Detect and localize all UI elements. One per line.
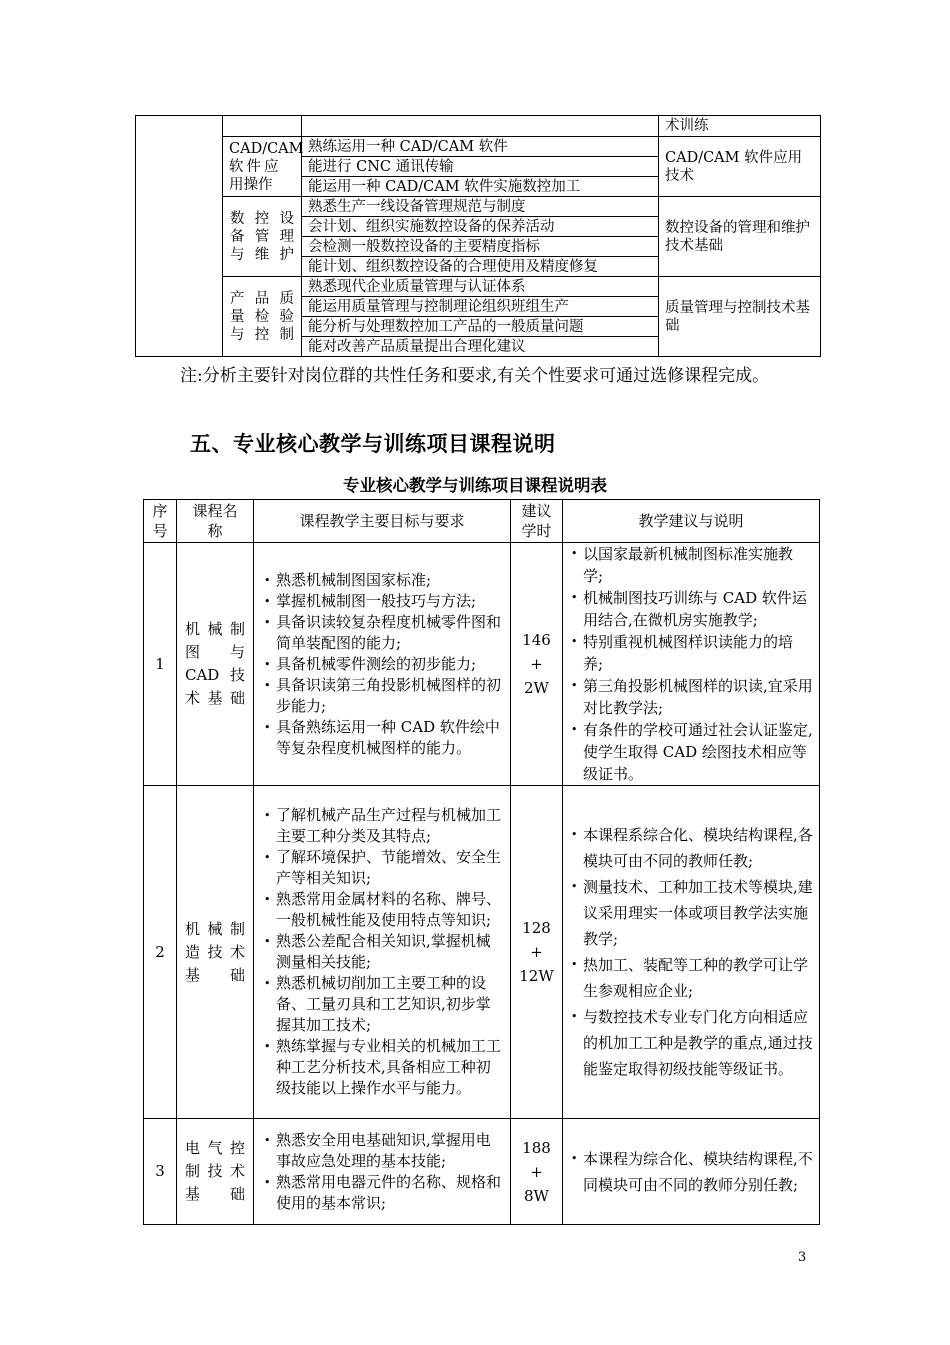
requirement-cell: 能进行 CNC 通讯传输 [302,157,659,177]
course-name-line: 造技术 [185,942,245,961]
header-seq: 序号 [144,500,177,543]
course-cell: 术训练 [659,116,821,137]
goal-item: • 熟悉机械切削加工主要工种的设备、工量刃具和工艺知识,初步掌握其加工技术; [262,973,504,1036]
table-cell-empty [223,116,302,137]
table-row [144,786,820,1119]
hours-line: 188 [522,1138,551,1157]
course-seq: 1 [144,543,177,786]
goal-item: • 熟悉机械制图国家标准; [262,570,504,591]
table-note: 注:分析主要针对岗位群的共性任务和要求,有关个性要求可通过选修课程完成。 [180,366,770,386]
course-name [177,1119,254,1225]
course-name [177,786,254,1119]
category-cell [223,277,302,357]
course-name-line: 机械制 [185,919,245,938]
advice-item: • 机械制图技巧训练与 CAD 软件运用结合,在微机房实施教学; [569,587,813,631]
table-cell-empty [136,116,223,357]
hours-line: 8W [524,1186,549,1205]
course-advice [563,543,820,786]
category-line: 产品质 [230,290,294,307]
advice-item: • 本课程为综合化、模块结构课程,不同模块可由不同的教师分别任教; [569,1146,813,1198]
hours-line: 12W [519,967,554,985]
table-row [144,543,820,786]
course-name-line: 图 与 [185,643,245,661]
course-name-line: 基 础 [185,965,245,984]
advice-item: • 以国家最新机械制图标准实施教学; [569,543,813,587]
requirement-cell: 能计划、组织数控设备的合理使用及精度修复 [302,257,659,277]
page-number: 3 [798,1250,807,1265]
category-line: 数控设 [230,210,294,227]
advice-item: • 与数控技术专业专门化方向相适应的机加工工种是教学的重点,通过技能鉴定取得初级技能等级证书。 [569,1004,813,1082]
course-seq: 2 [144,786,177,1119]
goal-item: • 熟悉安全用电基础知识,掌握用电事故应急处理的基本技能; [262,1130,504,1172]
requirement-cell: 熟悉生产一线设备管理规范与制度 [302,197,659,217]
course-advice [563,786,820,1119]
hours-line: 146 [522,631,551,649]
course-seq: 3 [144,1119,177,1225]
goal-item: • 了解机械产品生产过程与机械加工主要工种分类及其特点; [262,805,504,847]
requirement-cell: 能运用一种 CAD/CAM 软件实施数控加工 [302,177,659,197]
table-cell-empty [302,116,659,137]
requirement-cell: 能运用质量管理与控制理论组织班组生产 [302,297,659,317]
category-line: 与控制 [230,326,294,343]
requirement-cell: 会计划、组织实施数控设备的保养活动 [302,217,659,237]
requirement-cell: 能分析与处理数控加工产品的一般质量问题 [302,317,659,337]
requirement-cell: 熟悉现代企业质量管理与认证体系 [302,277,659,297]
header-hours: 建议学时 [511,500,563,543]
course-advice [563,1119,820,1225]
course-goals [254,786,511,1119]
goal-item: • 熟悉常用电器元件的名称、规格和使用的基本常识; [262,1172,504,1214]
category-cell [223,197,302,277]
goal-item: • 熟悉常用金属材料的名称、牌号、一般机械性能及使用特点等知识; [262,889,504,931]
table-header-row [144,500,820,543]
course-name-line: 机械制 [185,620,245,638]
category-line: 与维护 [230,246,294,263]
course-cell: 质量管理与控制技术基础 [659,277,821,357]
goal-item: • 了解环境保护、节能增效、安全生产等相关知识; [262,847,504,889]
advice-item: • 有条件的学校可通过社会认证鉴定,使学生取得 CAD 绘图技术相应等级证书。 [569,719,813,785]
header-advice: 教学建议与说明 [563,500,820,543]
requirement-cell: 能对改善产品质量提出合理化建议 [302,337,659,357]
section-heading: 五、专业核心教学与训练项目课程说明 [190,432,556,456]
course-description-table [143,499,820,1225]
course-hours [511,786,563,1119]
hours-line: + [530,1162,543,1181]
course-name-line: CAD 技 [185,666,245,684]
hours-line: + [530,943,543,961]
advice-item: • 特别重视机械图样识读能力的培养; [569,631,813,675]
course-hours [511,543,563,786]
job-analysis-table [135,115,821,357]
goal-item: • 具备识读第三角投影机械图样的初步能力; [262,675,504,717]
category-line: 软件应 [229,158,282,175]
requirement-cell: 熟练运用一种 CAD/CAM 软件 [302,137,659,157]
requirement-cell: 会检测一般数控设备的主要精度指标 [302,237,659,257]
hours-line: + [530,655,543,673]
advice-item: • 热加工、装配等工种的教学可让学生参观相应企业; [569,952,813,1004]
course-name [177,543,254,786]
category-line: 量检验 [230,308,294,325]
goal-item: • 熟练掌握与专业相关的机械加工工种工艺分析技术,具备相应工种初级技能以上操作水平与能力。 [262,1036,504,1099]
course-goals [254,543,511,786]
category-cell [223,137,302,197]
course-name-line: 制技术 [185,1162,245,1180]
course-cell: 数控设备的管理和维护技术基础 [659,197,821,277]
course-name-line: 术基础 [185,689,245,707]
advice-item: • 本课程系综合化、模块结构课程,各模块可由不同的教师任教; [569,822,813,874]
advice-item: • 第三角投影机械图样的识读,宜采用对比教学法; [569,675,813,719]
course-goals [254,1119,511,1225]
course-name-line: 基 础 [185,1185,245,1203]
category-line: 备管理 [230,228,294,245]
category-line: 用操作 [229,176,273,193]
header-goals: 课程教学主要目标与要求 [254,500,511,543]
goal-item: • 具备识读较复杂程度机械零件图和简单装配图的能力; [262,612,504,654]
goal-item: • 具备熟练运用一种 CAD 软件绘中等复杂程度机械图样的能力。 [262,717,504,759]
course-name-line: 电气控 [185,1139,245,1157]
header-name: 课程名称 [177,500,254,543]
category-line: CAD/CAM [229,140,304,157]
table-caption: 专业核心教学与训练项目课程说明表 [343,476,607,495]
course-cell: CAD/CAM 软件应用技术 [659,137,821,197]
hours-line: 2W [524,679,549,697]
course-hours [511,1119,563,1225]
advice-item: • 测量技术、工种加工技术等模块,建议采用理实一体或项目教学法实施教学; [569,874,813,952]
table-row [144,1119,820,1225]
goal-item: • 具备机械零件测绘的初步能力; [262,654,504,675]
goal-item: • 掌握机械制图一般技巧与方法; [262,591,504,612]
goal-item: • 熟悉公差配合相关知识,掌握机械测量相关技能; [262,931,504,973]
hours-line: 128 [522,919,551,937]
